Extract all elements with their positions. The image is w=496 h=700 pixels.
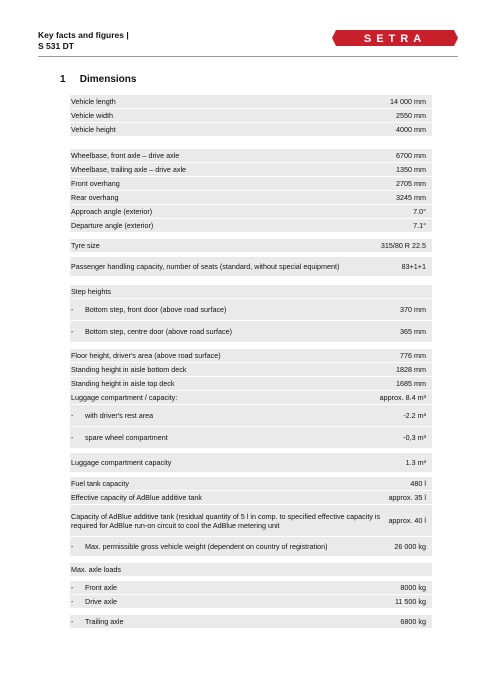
- table-row: [70, 405, 432, 427]
- row-value: 11 500 kg: [394, 597, 426, 606]
- row-label: [71, 542, 388, 551]
- bullet-dash: -: [71, 542, 74, 551]
- row-label-text: Bottom step, front door (above road surface): [85, 305, 227, 314]
- table-row: [70, 477, 432, 491]
- row-label-text: Fuel tank capacity: [71, 479, 129, 488]
- row-label-text: with driver's rest area: [85, 411, 154, 420]
- row-label-text: Drive axle: [85, 597, 117, 606]
- row-label: [71, 193, 390, 202]
- row-value: 1.3 m³: [405, 458, 426, 467]
- row-label: [71, 565, 420, 574]
- table-row: [70, 427, 432, 449]
- bullet-dash: -: [71, 411, 74, 420]
- row-label: [71, 411, 397, 420]
- row-value: 1350 mm: [396, 165, 426, 174]
- row-label-text: Trailing axle: [85, 617, 124, 626]
- row-label-text: Standing height in aisle bottom deck: [71, 365, 187, 374]
- bullet-dash: -: [71, 597, 74, 606]
- row-label-text: Effective capacity of AdBlue additive tank: [71, 493, 202, 502]
- row-value: -0,3 m³: [403, 433, 426, 442]
- row-label-text: Vehicle width: [71, 111, 113, 120]
- row-label: [71, 207, 407, 216]
- row-value: 776 mm: [400, 351, 426, 360]
- table-row: [70, 505, 432, 537]
- table-row: [70, 391, 432, 405]
- table-row: [70, 191, 432, 205]
- row-label-text: Standing height in aisle top deck: [71, 379, 175, 388]
- table-row: [70, 123, 432, 137]
- dimensions-table: [70, 95, 432, 629]
- row-label: [71, 327, 394, 336]
- table-row: [70, 349, 432, 363]
- row-label-text: Wheelbase, trailing axle – drive axle: [71, 165, 187, 174]
- row-label: [71, 351, 394, 360]
- table-row: [70, 177, 432, 191]
- document-header: [38, 30, 129, 52]
- row-label: [71, 165, 390, 174]
- row-label: [71, 479, 404, 488]
- table-spacer: [70, 277, 432, 285]
- table-row: [70, 149, 432, 163]
- table-row: [70, 563, 432, 577]
- row-label: [71, 379, 390, 388]
- table-row: [70, 163, 432, 177]
- row-value: 6800 kg: [400, 617, 426, 626]
- row-value: approx. 35 l: [388, 493, 426, 502]
- row-label: [71, 597, 389, 606]
- row-label-text: Luggage compartment capacity: [71, 458, 172, 467]
- section-heading: [60, 74, 136, 85]
- row-label-text: Capacity of AdBlue additive tank (residual quantity of 5 l in comp. to specified effective capacity is required for AdBlue run-on circuit to cool the AdBlue metering unit: [71, 511, 381, 530]
- section-number: 1: [60, 74, 66, 85]
- row-label: [71, 365, 390, 374]
- row-value: 26 000 kg: [394, 542, 426, 551]
- table-row: [70, 257, 432, 277]
- table-row: [70, 205, 432, 219]
- row-label-text: Approach angle (exterior): [71, 207, 153, 216]
- row-label: [71, 262, 396, 271]
- row-value: approx. 8.4 m³: [379, 393, 426, 402]
- row-label-text: Floor height, driver's area (above road surface): [71, 351, 221, 360]
- row-label: [71, 221, 407, 230]
- row-label-text: Wheelbase, front axle – drive axle: [71, 151, 180, 160]
- row-label: [71, 458, 400, 467]
- row-label: [71, 305, 394, 314]
- row-label: [71, 287, 420, 296]
- table-row: [70, 239, 432, 253]
- row-label-text: Tyre size: [71, 241, 100, 250]
- row-value: 14 000 mm: [390, 97, 426, 106]
- bullet-dash: -: [71, 617, 74, 626]
- header-title: Key facts and figures |: [38, 30, 129, 40]
- row-label: [71, 583, 394, 592]
- row-value: 2705 mm: [396, 179, 426, 188]
- row-label-text: Max. axle loads: [71, 565, 121, 574]
- row-value: 365 mm: [400, 327, 426, 336]
- row-value: 370 mm: [400, 305, 426, 314]
- row-value: 1828 mm: [396, 365, 426, 374]
- row-label-text: Luggage compartment / capacity:: [71, 393, 178, 402]
- table-row: [70, 453, 432, 473]
- row-label-text: Front axle: [85, 583, 117, 592]
- row-value: 2550 mm: [396, 111, 426, 120]
- row-label: [71, 241, 375, 250]
- row-value: 7.0°: [413, 207, 426, 216]
- row-value: 6700 mm: [396, 151, 426, 160]
- table-row: [70, 109, 432, 123]
- header-divider: [38, 56, 458, 57]
- row-value: 3245 mm: [396, 193, 426, 202]
- row-label-text: Front overhang: [71, 179, 120, 188]
- logo-text: SETRA: [363, 33, 427, 45]
- row-value: 4000 mm: [396, 125, 426, 134]
- row-value: 315/80 R 22.5: [380, 241, 426, 250]
- table-row: [70, 595, 432, 609]
- table-row: [70, 219, 432, 233]
- row-value: -2.2 m³: [403, 411, 426, 420]
- row-label-text: Max. permissible gross vehicle weight (dependent on country of registration): [85, 542, 328, 551]
- table-row: [70, 581, 432, 595]
- table-row: [70, 285, 432, 299]
- table-row: [70, 95, 432, 109]
- table-row: [70, 615, 432, 629]
- row-label: [71, 179, 390, 188]
- setra-logo: [332, 28, 458, 48]
- row-label-text: Vehicle height: [71, 125, 116, 134]
- row-value: approx. 40 l: [388, 516, 426, 525]
- bullet-dash: -: [71, 327, 74, 336]
- row-value: 7.1°: [413, 221, 426, 230]
- row-label-text: Vehicle length: [71, 97, 116, 106]
- row-value: 83+1+1: [401, 262, 426, 271]
- table-spacer: [70, 137, 432, 149]
- row-label-text: Rear overhang: [71, 193, 119, 202]
- bullet-dash: -: [71, 433, 74, 442]
- row-label-text: Departure angle (exterior): [71, 221, 154, 230]
- row-label: [71, 151, 390, 160]
- table-row: [70, 299, 432, 321]
- row-label-text: Bottom step, centre door (above road surface): [85, 327, 233, 336]
- row-label-text: spare wheel compartment: [85, 433, 168, 442]
- header-model: S 531 DT: [38, 41, 74, 51]
- row-label: [71, 111, 390, 120]
- row-label: [71, 125, 390, 134]
- table-row: [70, 537, 432, 557]
- bullet-dash: -: [71, 305, 74, 314]
- row-label-text: Step heights: [71, 287, 111, 296]
- row-label: [71, 393, 374, 402]
- table-row: [70, 491, 432, 505]
- row-value: 480 l: [410, 479, 426, 488]
- bullet-dash: -: [71, 583, 74, 592]
- row-label: [71, 512, 382, 530]
- row-label: [71, 433, 397, 442]
- section-title: Dimensions: [79, 74, 137, 85]
- row-label: [71, 617, 394, 626]
- table-row: [70, 321, 432, 343]
- table-row: [70, 363, 432, 377]
- table-row: [70, 377, 432, 391]
- row-value: 1685 mm: [396, 379, 426, 388]
- row-label-text: Passenger handling capacity, number of seats (standard, without special equipment): [71, 262, 340, 271]
- row-label: [71, 97, 384, 106]
- row-label: [71, 493, 382, 502]
- row-value: 8000 kg: [400, 583, 426, 592]
